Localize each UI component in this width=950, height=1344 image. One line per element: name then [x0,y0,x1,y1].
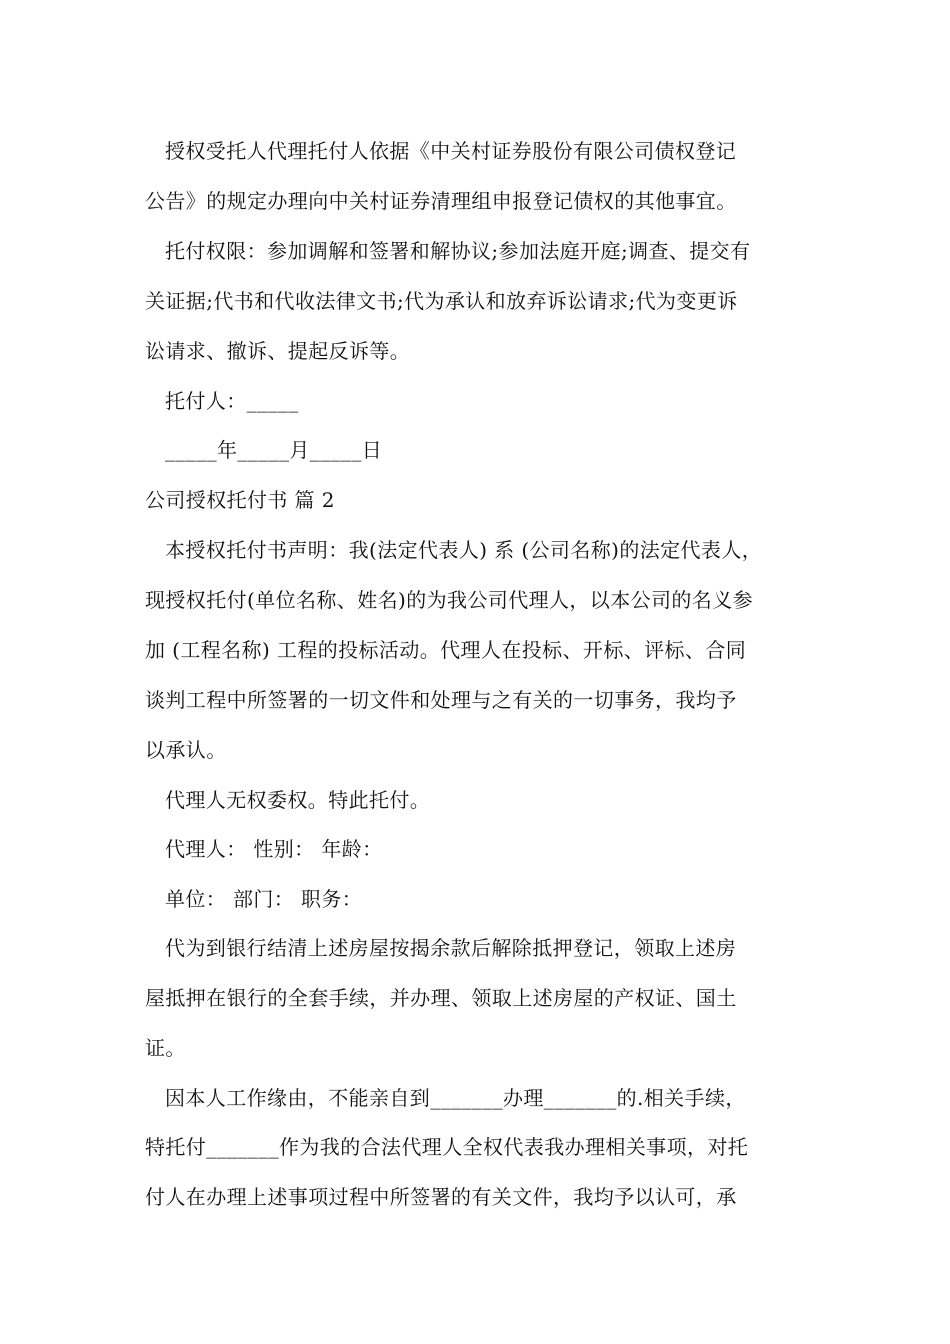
signatory-line: 托付人：_____ [165,389,299,413]
paragraph-line: 谈判工程中所签署的一切文件和处理与之有关的一切事务，我均予 [145,688,737,712]
paragraph-line: 公告》的规定办理向中关村证券清理组申报登记债权的其他事宜。 [145,189,737,213]
paragraph-line: 现授权托付(单位名称、姓名)的为我公司代理人，以本公司的名义参 [145,588,754,612]
date-line: _____年_____月_____日 [165,438,383,462]
paragraph-line: 证。 [145,1036,186,1060]
section-heading: 公司授权托付书 篇 2 [145,488,335,512]
paragraph-line: 代理人无权委权。特此托付。 [165,788,431,812]
paragraph-line: 特托付_______作为我的合法代理人全权代表我办理相关事项，对托 [145,1135,749,1159]
paragraph-line: 因本人工作缘由，不能亲自到_______办理_______的.相关手续， [165,1086,746,1110]
paragraph-line: 屋抵押在银行的全套手续，并办理、领取上述房屋的产权证、国土 [145,986,737,1010]
agent-unit-line: 单位： 部门： 职务： [165,887,363,911]
paragraph-line: 托付权限：参加调解和签署和解协议;参加法庭开庭;调查、提交有 [165,239,751,263]
paragraph-line: 讼请求、撤诉、提起反诉等。 [145,339,411,363]
paragraph-line: 付人在办理上述事项过程中所签署的有关文件，我均予以认可，承 [145,1185,737,1209]
paragraph-line: 代为到银行结清上述房屋按揭余款后解除抵押登记，领取上述房 [165,936,737,960]
paragraph-line: 以承认。 [145,738,227,762]
agent-info-line: 代理人： 性别： 年龄： [165,837,383,861]
paragraph-line: 加 (工程名称) 工程的投标活动。代理人在投标、开标、评标、合同 [145,638,747,662]
paragraph-line: 关证据;代书和代收法律文书;代为承认和放弃诉讼请求;代为变更诉 [145,289,738,313]
paragraph-line: 授权受托人代理托付人依据《中关村证券股份有限公司债权登记 [165,139,737,163]
paragraph-line: 本授权托付书声明：我(法定代表人) 系 (公司名称)的法定代表人， [165,538,763,562]
